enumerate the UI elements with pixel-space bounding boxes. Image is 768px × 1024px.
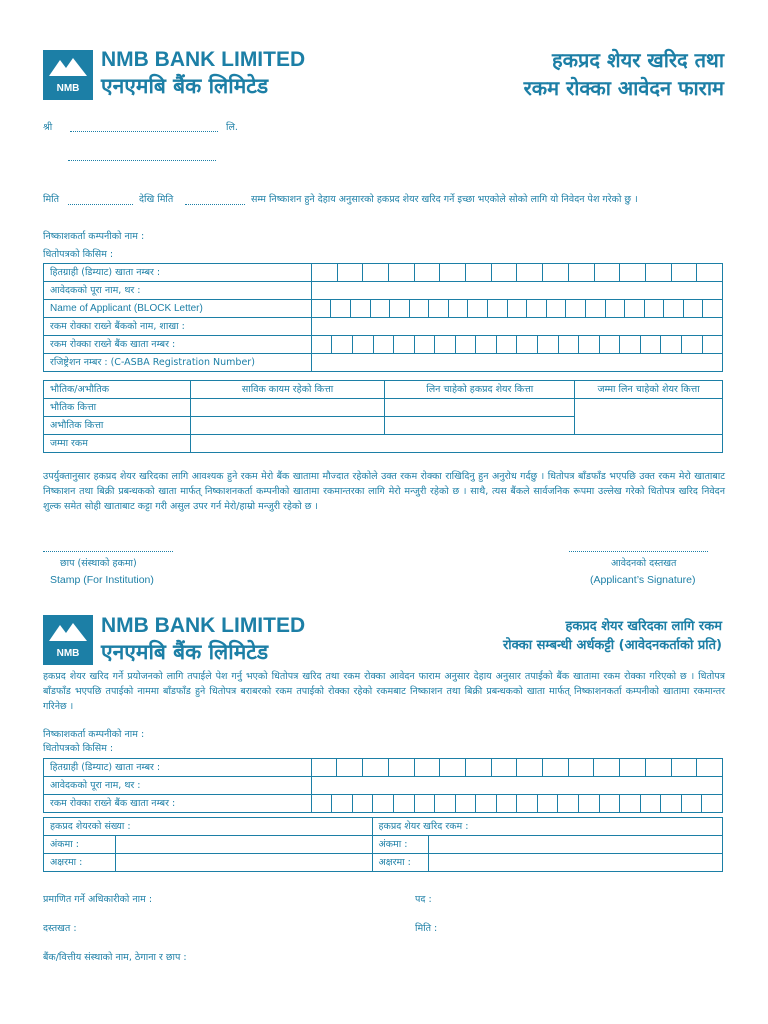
physical-apply-field[interactable] <box>385 399 575 417</box>
receipt-title-line2: रोक्का सम्बन्धी अर्धकट्टी (आवेदनकर्ताको प्रति) <box>502 638 722 653</box>
receipt-amount-table <box>43 817 723 872</box>
total-shares-field[interactable] <box>575 399 723 435</box>
bank-name-english: NMB BANK LIMITED <box>101 48 306 71</box>
count-words-label: अक्षरमा : <box>44 854 116 872</box>
receipt-paragraph: हकप्रद शेयर खरिद गर्ने प्रयोजनको लागि तपाईले पेश गर्नु भएको धितोपत्र खरिद तथा रकम रोक्का आवेदन फाराम अनुसार देहाय अनुसार तपाईको बैंक खातामा रकम रोक्का गरिएको छ । धितोपत्र बाँडफाँड भएपछि तपाईको नाममा बाँडफाँड हुने धितोपत्र बराबरको रकम तपाईको रोक्का रहेको रकमबाट निष्काशन तथा बिक्री प्रबन्धकको खाता मार्फत् निष्काशनकर्ता कम्पनीको खातामा रकमान्तर गरिनेछ । <box>43 671 725 712</box>
date-from-label: मिति <box>43 194 60 205</box>
shri-label: श्री <box>43 122 53 133</box>
table-row <box>44 300 723 318</box>
receipt-security-type-label: धितोपत्रको किसिम : <box>43 743 114 754</box>
physical-shares-label: भौतिक कित्ता <box>44 399 191 417</box>
receipt-title <box>503 617 722 655</box>
count-figures-field[interactable] <box>115 836 372 854</box>
signature-line[interactable] <box>569 551 708 552</box>
issuer-company-label: निष्काशकर्ता कम्पनीको नाम : <box>43 231 145 242</box>
officer-signature-label: दस्तखत : <box>43 923 77 934</box>
logo-text: NMB <box>56 83 80 94</box>
logo-text: NMB <box>56 648 80 659</box>
table-row <box>44 795 723 813</box>
receipt-title-line1: हकप्रद शेयर खरिदका लागि रकम <box>565 619 722 634</box>
amount-words-field[interactable] <box>429 854 723 872</box>
bank-name-nepali: एनएमबि बैंक लिमिटेड <box>101 74 269 98</box>
date-to-label: देखि मिति <box>139 194 174 205</box>
table-row <box>44 264 723 282</box>
date-to-field[interactable] <box>185 204 245 205</box>
receipt-issuer-label: निष्काशकर्ता कम्पनीको नाम : <box>43 729 145 740</box>
receipt-bank-account-label: रकम रोक्का राख्ने बैंक खाता नम्बर : <box>44 795 312 813</box>
post-label: पद : <box>415 894 432 905</box>
share-count-label: हकप्रद शेयरको संख्या : <box>44 818 373 836</box>
li-label: लि. <box>226 122 238 133</box>
demat-account-label: हितग्राही (डिम्याट) खाता नम्बर : <box>44 264 312 282</box>
bank-address-stamp-label: बैंक/वित्तीय संस्थाको नाम, ठेगाना र छाप : <box>43 952 187 963</box>
table-row <box>44 836 723 854</box>
bank-branch-field[interactable] <box>311 318 722 336</box>
applicant-details-table <box>43 263 723 372</box>
table-row <box>44 759 723 777</box>
table-row <box>44 435 723 453</box>
declaration-paragraph: उपर्युक्तानुसार हकप्रद शेयर खरिदका लागि आवश्यक हुने रकम मेरो बैंक खातामा मौज्दात रहेकोले उक्त रकम रोक्का राखिदिनु हुन अनुरोध गर्दछु । धितोपत्र बाँडफाँड भएपछि उक्त रकम मेरो खाताबाट निष्काशन तथा बिक्री प्रबन्धकको खाता मार्फत् निष्काशनकर्ता कम्पनीको खातामा रकमान्तरका लागि मेरो मन्जुरी रहेको छ । साथै, त्यस बैंकले सार्वजनिक रूपमा उल्लेख गरेको धितोपत्र खरिद निवेदन शुल्क समेत सोही खाताबाट कट्टा गरी असुल उपर गर्न मेरो/हाम्रो मन्जुरी रहेको छ । <box>43 471 725 512</box>
date-from-field[interactable] <box>68 204 133 205</box>
nmb-logo <box>43 615 93 665</box>
demat-account-boxes[interactable] <box>311 264 722 282</box>
officer-name-label: प्रमाणित गर्ने अधिकारीको नाम : <box>43 894 153 905</box>
receipt-bank-name-english: NMB BANK LIMITED <box>101 614 306 637</box>
signature-label-nepali: आवेदनको दस्तखत <box>611 558 677 569</box>
amount-words-label: अक्षरमा : <box>372 854 429 872</box>
receipt-date-label: मिति : <box>415 923 438 934</box>
demat-shares-label: अभौतिक कित्ता <box>44 417 191 435</box>
share-amount-label: हकप्रद शेयर खरिद रकम : <box>372 818 723 836</box>
form-title <box>524 46 724 102</box>
form-title-line1: हकप्रद शेयर खरिद तथा <box>552 48 724 72</box>
col-existing-header: साविक कायम रहेको कित्ता <box>190 381 385 399</box>
full-name-label: आवेदकको पूरा नाम, थर : <box>44 282 312 300</box>
security-type-label: धितोपत्रको किसिम : <box>43 249 114 260</box>
count-words-field[interactable] <box>115 854 372 872</box>
table-row <box>44 777 723 795</box>
stamp-label-nepali: छाप (संस्थाको हकमा) <box>60 558 137 569</box>
amount-figures-label: अंकमा : <box>372 836 429 854</box>
demat-apply-field[interactable] <box>385 417 575 435</box>
block-letter-label: Name of Applicant (BLOCK Letter) <box>44 300 312 318</box>
physical-existing-field[interactable] <box>190 399 385 417</box>
receipt-details-table <box>43 758 723 813</box>
table-row <box>44 818 723 836</box>
signature-label-english: (Applicant’s Signature) <box>590 574 696 586</box>
registration-label: रजिष्ट्रेशन नम्बर : (C-ASBA Registration Number) <box>44 354 312 372</box>
stamp-line[interactable] <box>43 551 173 552</box>
total-amount-label: जम्मा रकम <box>44 435 191 453</box>
count-figures-label: अंकमा : <box>44 836 116 854</box>
table-row <box>44 282 723 300</box>
col-apply-header: लिन चाहेको हकप्रद शेयर कित्ता <box>385 381 575 399</box>
table-row <box>44 336 723 354</box>
col-type-header: भौतिक/अभौतिक <box>44 381 191 399</box>
addressee-field[interactable] <box>70 131 218 132</box>
address-field[interactable] <box>68 160 216 161</box>
demat-existing-field[interactable] <box>190 417 385 435</box>
mountain-icon <box>49 56 87 76</box>
bank-account-boxes[interactable] <box>311 336 722 354</box>
nmb-logo <box>43 50 93 100</box>
receipt-bank-name-nepali: एनएमबि बैंक लिमिटेड <box>101 640 269 664</box>
total-amount-field[interactable] <box>190 435 722 453</box>
receipt-demat-label: हितग्राही (डिम्याट) खाता नम्बर : <box>44 759 312 777</box>
intent-sentence: सम्म निष्काशन हुने देहाय अनुसारको हकप्रद शेयर खरिद गर्ने इच्छा भएकोले सोको लागि यो निवेदन पेश गरेको छु । <box>251 194 638 205</box>
receipt-demat-boxes[interactable] <box>311 759 722 777</box>
receipt-bank-account-boxes[interactable] <box>311 795 722 813</box>
bank-branch-label: रकम रोक्का राख्ने बैंकको नाम, शाखा : <box>44 318 312 336</box>
table-row <box>44 318 723 336</box>
bank-account-label: रकम रोक्का राख्ने बैंक खाता नम्बर : <box>44 336 312 354</box>
block-letter-boxes[interactable] <box>311 300 722 318</box>
receipt-fullname-label: आवेदकको पूरा नाम, थर : <box>44 777 312 795</box>
share-quantity-table <box>43 380 723 453</box>
form-title-line2: रकम रोक्का आवेदन फाराम <box>523 76 724 100</box>
mountain-icon <box>49 621 87 641</box>
receipt-fullname-field[interactable] <box>311 777 722 795</box>
table-row <box>44 381 723 399</box>
col-total-header: जम्मा लिन चाहेको शेयर कित्ता <box>575 381 723 399</box>
registration-field[interactable] <box>311 354 722 372</box>
table-row <box>44 399 723 417</box>
full-name-field[interactable] <box>311 282 722 300</box>
stamp-label-english: Stamp (For Institution) <box>50 574 154 586</box>
amount-figures-field[interactable] <box>429 836 723 854</box>
table-row <box>44 354 723 372</box>
table-row <box>44 854 723 872</box>
